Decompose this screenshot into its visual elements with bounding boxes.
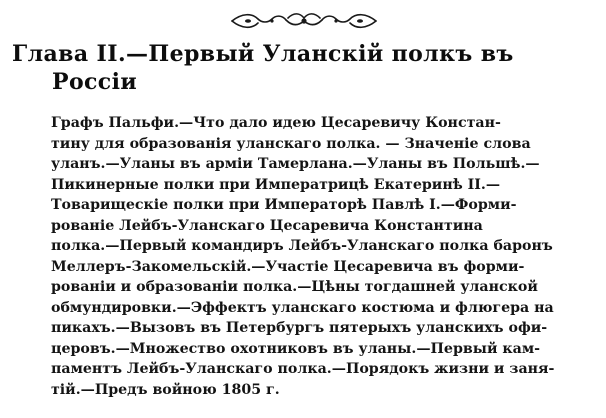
summary-line: уланъ.—Уланы въ арміи Тамерлана.—Уланы въ Польшѣ.— xyxy=(51,156,540,172)
summary-line: пикахъ.—Вызовъ въ Петербургъ пятерыхъ уланскихъ офи- xyxy=(51,320,548,336)
summary-line: рованіе Лейбъ-Уланскаго Цесаревича Константина xyxy=(51,217,483,234)
summary-line: тину для образованія уланскаго полка. — Значеніе слова xyxy=(51,135,531,152)
summary-line: полка.—Первый командиръ Лейбъ-Уланскаго полка баронъ xyxy=(51,238,553,254)
summary-line: паментъ Лейбъ-Уланскаго полка.—Порядокъ жизни и заня- xyxy=(51,361,555,377)
summary-line: Пикинерные полки при Императрицѣ Екатеринѣ II.— xyxy=(51,176,501,193)
chapter-heading-line-2: Россіи xyxy=(52,69,138,95)
summary-line: тій.—Предъ войною 1805 г. xyxy=(51,381,280,398)
chapter-heading xyxy=(12,40,596,96)
decorative-ornament-icon xyxy=(228,10,380,32)
summary-line: Графъ Пальфи.—Что дало идею Цесаревичу Констан- xyxy=(51,115,501,131)
chapter-summary xyxy=(51,113,591,400)
summary-line: рованіи и образованіи полка.—Цѣны тогдашней уланской xyxy=(51,279,538,295)
summary-line: церовъ.—Множество охотниковъ въ уланы.—Первый кам- xyxy=(51,340,541,357)
summary-line: Меллеръ-Закомельскій.—Участіе Цесаревича въ форми- xyxy=(51,258,525,275)
summary-line: обмундировки.—Эффектъ уланскаго костюма и флюгера на xyxy=(51,299,554,316)
summary-line: Товарищескіе полки при Императорѣ Павлѣ I.—Форми- xyxy=(51,197,517,213)
chapter-heading-line-1: Глава II.—Первый Уланскій полкъ въ xyxy=(12,41,514,67)
